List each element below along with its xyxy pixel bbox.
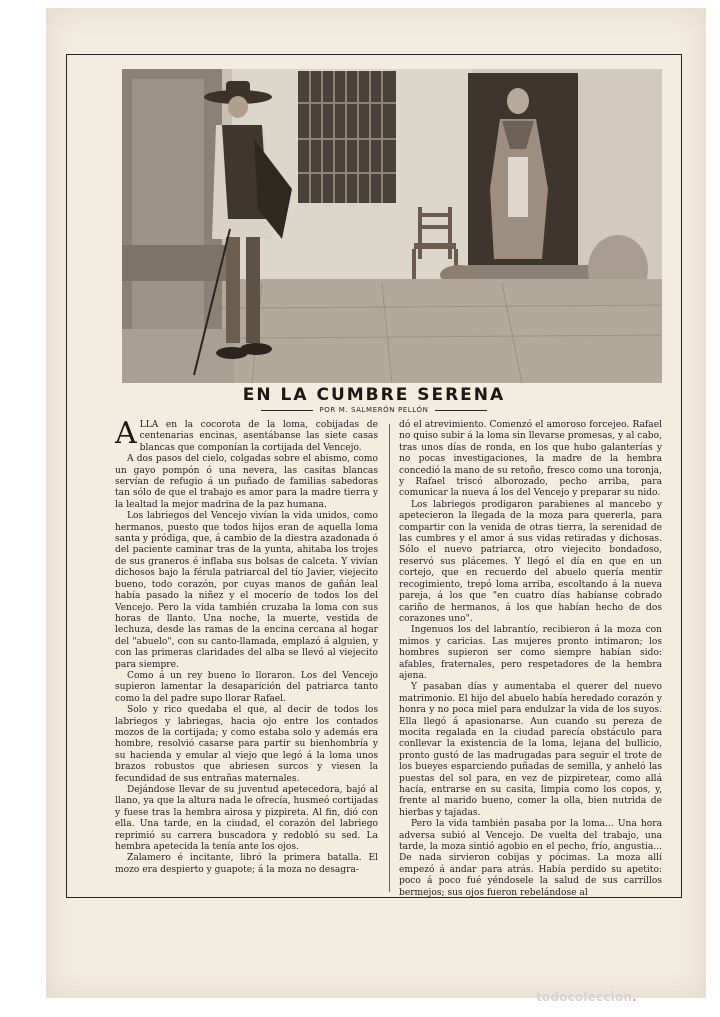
paragraph: Solo y rico quedaba el que, al decir de todos los labriegos y labriegas, hacia ojo entre los contados mozos de la cortijada; y como estaba solo y además era hombre, resolvió casarse para partir su bienhombría y su hacienda y emular al viejo que legó á la loma unos brazos robustos que abriesen surcos y viesen la fecundidad de sus entrañas maternales.	[115, 705, 378, 784]
byline-text: POR M. SALMERÓN PELLÓN	[319, 406, 429, 414]
paragraph: Dejándose llevar de su juventud apetecedora, bajó al llano, ya que la altura nada le ofrecía, husmeó cortijadas y fuese tras la hembra airosa y pizpireta. Al fin, dió con ella. Una tarde, en la ciudad, el corazón del labriego reprimió su carrera buscadora y redobló su sed. La hembra apetecida la tenía ante los ojos.	[115, 785, 378, 853]
paragraph: Pero la vida también pasaba por la loma... Una hora adversa subió al Vencejo. De vuelta del trabajo, una tarde, la moza sintió agobio en el pecho, frío, angustia... De nada sirvieron cobijas y pócimas. La moza allí empezó á andar para atrás. Había perdido su apetito: poco á poco fué yéndosele la salud de sus carrillos bermejos; sus ojos fueron rebelándose al	[399, 819, 662, 898]
paragraph: Los labriegos prodigaron parabienes al mancebo y apetecieron la llegada de la moza para quererla, para compartir con la venida de otras tierra, la serenidad de las cumbres y el amor á sus vidas retiradas y dichosas. Sólo el nuevo patriarca, otro viejecito bondadoso, reservó sus plácemes. Y llegó el día en que en un cortejo, que en recuerdo del abuelo quería mentir recogimiento, trepó loma arriba, escoltando á la nueva pareja, á los que "en cuatro días habíanse cobrado cariño de hermanos, á los que habían hecho de dos corazones uno".	[399, 499, 662, 624]
byline-rule-right	[435, 410, 487, 411]
engraving-illustration	[122, 69, 662, 383]
watermark-brand: todocoleccion	[536, 990, 633, 1004]
text-column-right	[399, 420, 662, 898]
paragraph: dó el atrevimiento. Comenzó el amoroso forcejeo. Rafael no quiso subir á la loma sin llevarse promesas, y al cabo, tras unos días de ronda, en los que hubo galanterías y no pocas investigaciones, la madre de la hembra concedió la mano de su retoño, fresco como una toronja, y Rafael triscó alborozado, pecho arriba, para comunicar la nueva á los del Vencejo y preparar su nido.	[399, 420, 662, 499]
paragraph: Y pasaban días y aumentaba el querer del nuevo matrimonio. El hijo del abuelo había heredado corazón y honra y no poca miel para endulzar la vida de los suyos. Ella llegó á apasionarse. Aun cuando su pereza de mocita regalada en la ciudad parecía obstáculo para conllevar la existencia de la loma, lejana del bullicio, pronto gustó de las madrugadas para seguir el trote de los bueyes esparciendo puñadas de semilla, y anheló las puestas del sol para, en vez de pizpiretear, como allá hacía, entrarse en su casita, limpia como los copos, y, frente al marido bueno, comer la olla, bien nutrida de hierbas y tajadas.	[399, 682, 662, 818]
paragraph: Los labriegos del Vencejo vivían la vida unidos, como hermanos, puesto que todos hijos eran de aquella loma santa y pródiga, que, á cambio de la diestra azadonada ó del paciente caminar tras de la yunta, ahitaba los trojes de sus graneros é inflaba sus bolsas de calceta. Y vivían dichosos bajo la férula patriarcal del tío Javier, viejecito bueno, todo corazón, por cuyas manos de gañán leal había pasado la niñez y el mocerío de todos los del Vencejo. Pero la vida también cruzaba la loma con sus horas de llanto. Una noche, la muerte, vestida de lechuza, desde las ramas de la encina cercana al hogar del "abuelo", con su canto-llamada, emplazó á alguien, y con las primeras claridades del alba se llevó al viejecito para siempre.	[115, 511, 378, 670]
paragraph: Zalamero é incitante, libró la primera batalla. El mozo era despierto y guapote; á la moza no desagra-	[115, 853, 378, 875]
byline-rule-left	[261, 410, 313, 411]
column-divider	[389, 424, 390, 892]
text-column-left	[115, 416, 378, 892]
watermark-dot: .	[632, 990, 637, 1004]
paragraph-text: LLA en la cocorota de la loma, cobijadas de centenarias encinas, asentábanse las siete casas blancas que componían la cortijada del Vencejo.	[139, 420, 378, 453]
paragraph: A dos pasos del cielo, colgadas sobre el abismo, como un gayo pompón ó una nevera, las casitas blancas servían de refugio á un puñado de familias sabedoras tan sólo de que el trabajo es amor para la madre tierra y la lealtad la mejor madrina de la paz humana.	[115, 454, 378, 510]
paragraph	[115, 416, 378, 454]
paragraph: Como á un rey bueno lo lloraron. Los del Vencejo supieron lamentar la desaparición del patriarca tanto como la del padre supo llorar Rafael.	[115, 670, 378, 704]
article-byline	[66, 406, 682, 414]
paragraph: Ingenuos los del labrantío, recibieron á la moza con mimos y caricias. Las mujeres pronto intimaron; los hombres supieron ser como siempre habían sido: afables, fraternales, pero respetadores de la hembra ajena.	[399, 625, 662, 681]
article-title: EN LA CUMBRE SERENA	[242, 385, 506, 405]
watermark-logo	[536, 990, 637, 1004]
drop-cap: A	[115, 416, 137, 451]
